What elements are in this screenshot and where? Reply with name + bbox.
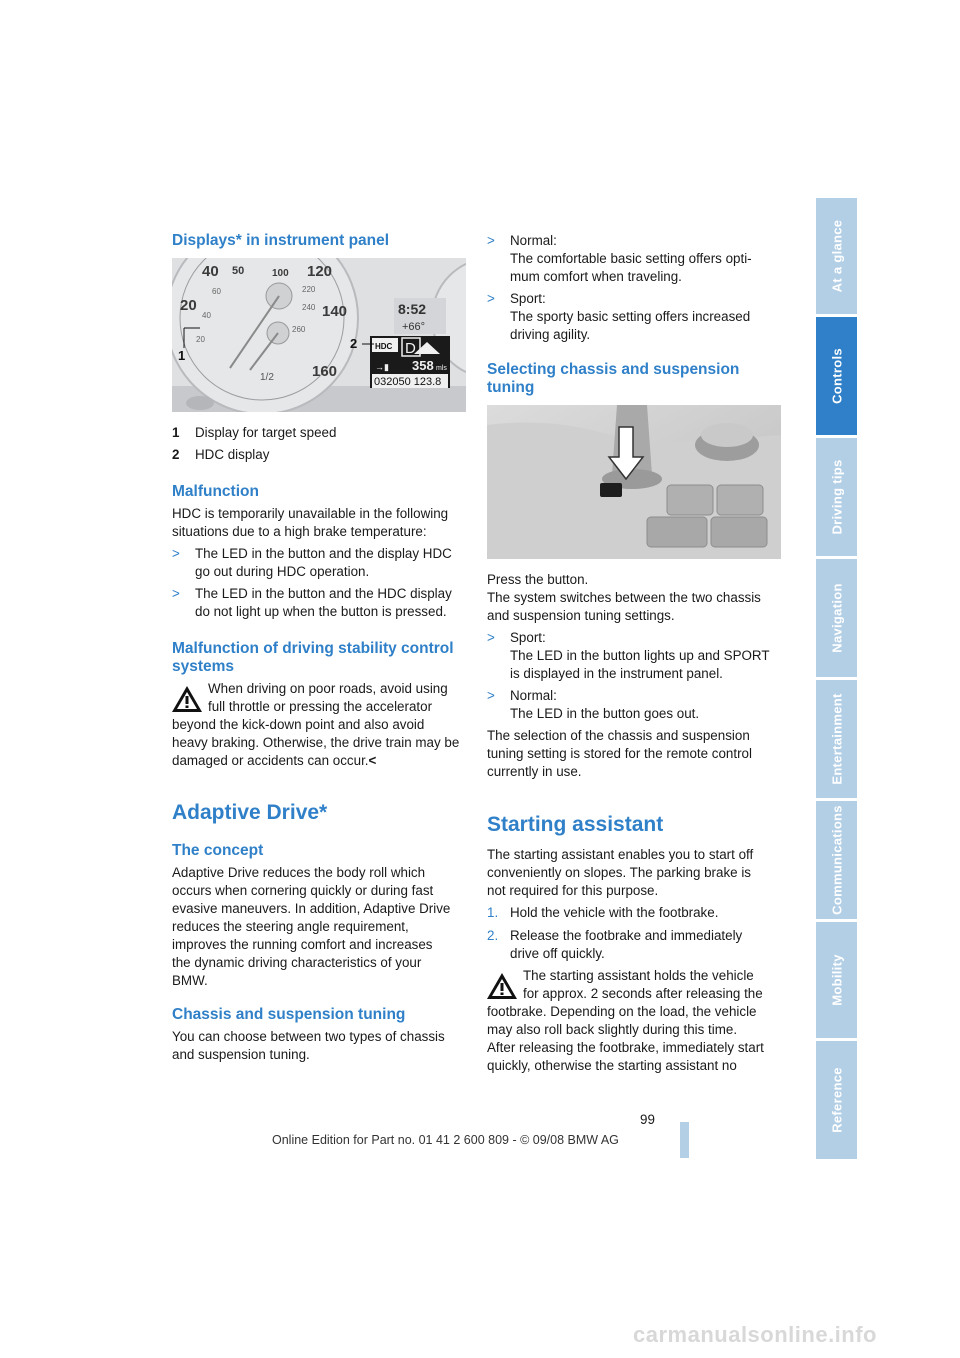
sidebar-tab-driving-tips[interactable]	[816, 438, 857, 556]
bullet-line: do not light up when the button is pressed.	[195, 604, 447, 619]
odometer-readout: 032050 123.8	[374, 376, 442, 388]
concept-text: improves the running comfort and increases	[172, 937, 433, 952]
warning-text: quickly, otherwise the starting assistant no	[487, 1058, 737, 1073]
legend-num: 1	[172, 425, 180, 440]
selection-text: The selection of the chassis and suspension	[487, 728, 750, 743]
bullet-marker: >	[487, 630, 495, 645]
range-readout: 358	[412, 358, 434, 373]
edition-footer: Online Edition for Part no. 01 41 2 600 809 - © 09/08 BMW AG	[272, 1133, 619, 1147]
bullet-line: The comfortable basic setting offers opti-	[510, 251, 752, 266]
bullet-line: The LED in the button and the display HDC	[195, 546, 452, 561]
svg-text:1/2: 1/2	[260, 372, 274, 383]
callout-2: 2	[350, 336, 358, 351]
step-text: drive off quickly.	[510, 946, 605, 961]
svg-text:160: 160	[312, 363, 338, 380]
svg-text:→▮: →▮	[375, 362, 389, 372]
warning-text: When driving on poor roads, avoid using	[208, 681, 448, 696]
bullet-line: The LED in the button lights up and SPORT	[510, 648, 770, 663]
bullet-label: Sport:	[510, 630, 546, 645]
section-heading-stability: systems	[172, 658, 235, 675]
bullet-line: driving agility.	[510, 327, 591, 342]
range-unit: mls	[436, 365, 447, 372]
instrument-panel-figure	[172, 258, 466, 412]
svg-text:260: 260	[292, 325, 306, 334]
step-number: 2.	[487, 928, 499, 943]
starting-text: not required for this purpose.	[487, 883, 659, 898]
sidebar-tab-label: Entertainment	[829, 693, 844, 785]
bullet-label: Sport:	[510, 291, 546, 306]
bullet-line: go out during HDC operation.	[195, 564, 370, 579]
page-number: 99	[640, 1112, 655, 1127]
sidebar-tab-entertainment[interactable]	[816, 680, 857, 798]
warning-text: After releasing the footbrake, immediately start	[487, 1040, 764, 1055]
concept-text: evasive maneuvers. In addition, Adaptive Drive	[172, 901, 451, 916]
callout-1: 1	[178, 348, 186, 363]
warning-text: The starting assistant holds the vehicle	[523, 968, 754, 983]
bullet-line: The sporty basic setting offers increased	[510, 309, 751, 324]
concept-text: the dynamic driving characteristics of your	[172, 955, 422, 970]
svg-text:40: 40	[202, 311, 211, 320]
step-number: 1.	[487, 905, 499, 920]
legend-text: HDC display	[195, 447, 270, 462]
svg-text:20: 20	[180, 297, 197, 314]
svg-text:140: 140	[322, 303, 348, 320]
svg-text:100: 100	[272, 268, 289, 279]
chassis-text: You can choose between two types of chassis	[172, 1029, 445, 1044]
press-text: and suspension tuning settings.	[487, 608, 675, 623]
sidebar-tab-label: Mobility	[829, 954, 844, 1006]
sidebar-tab-communications[interactable]	[816, 801, 857, 919]
watermark: carmanualsonline.info	[633, 1322, 877, 1347]
warning-text: for approx. 2 seconds after releasing the	[523, 986, 763, 1001]
svg-text:60: 60	[212, 287, 221, 296]
section-heading-chassis: Chassis and suspension tuning	[172, 1006, 406, 1023]
press-text: The system switches between the two chassis	[487, 590, 761, 605]
bullet-marker: >	[487, 291, 495, 306]
starting-text: The starting assistant enables you to start off	[487, 847, 754, 862]
concept-text: occurs when cornering quickly or during fast	[172, 883, 434, 898]
svg-text:240: 240	[302, 303, 316, 312]
page-marker	[680, 1122, 689, 1158]
legend-item	[172, 446, 179, 464]
svg-text:20: 20	[196, 335, 205, 344]
sidebar-tab-label: At a glance	[829, 219, 844, 293]
section-title-adaptive-drive: Adaptive Drive*	[172, 801, 328, 824]
section-heading-displays: Displays* in instrument panel	[172, 232, 390, 249]
bullet-line: The LED in the button goes out.	[510, 706, 700, 721]
sidebar-tab-mobility[interactable]	[816, 922, 857, 1038]
bullet-marker: >	[487, 688, 495, 703]
sidebar-tab-reference[interactable]	[816, 1041, 857, 1159]
step-text: Hold the vehicle with the footbrake.	[510, 905, 719, 920]
warning-text: beyond the kick-down point and also avoid	[172, 717, 425, 732]
svg-text:220: 220	[302, 285, 316, 294]
bullet-line: mum comfort when traveling.	[510, 269, 682, 284]
concept-text: reduces the steering angle requirement,	[172, 919, 409, 934]
clock-readout: 8:52	[398, 301, 427, 317]
sidebar-tab-label: Driving tips	[829, 459, 844, 535]
section-title-starting-assistant: Starting assistant	[487, 813, 664, 836]
sidebar-tab-label: Controls	[829, 348, 844, 404]
chassis-text: and suspension tuning.	[172, 1047, 310, 1062]
concept-text: BMW.	[172, 973, 208, 988]
bullet-label: Normal:	[510, 233, 557, 248]
starting-text: conveniently on slopes. The parking brake is	[487, 865, 752, 880]
warning-icon	[170, 684, 204, 714]
bullet-label: Normal:	[510, 688, 557, 703]
warning-text: heavy braking. Otherwise, the drive train may be	[172, 735, 460, 750]
legend-item	[172, 424, 179, 442]
svg-text:120: 120	[307, 263, 333, 280]
warning-text-last: damaged or accidents can occur.	[172, 753, 369, 768]
hdc-label: HDC	[375, 342, 393, 351]
sidebar-tab-label: Reference	[829, 1067, 844, 1133]
selection-text: currently in use.	[487, 764, 582, 779]
sidebar-tab-controls[interactable]	[816, 317, 857, 435]
concept-text: Adaptive Drive reduces the body roll which	[172, 865, 426, 880]
section-heading-stability: Malfunction of driving stability control	[172, 640, 454, 657]
warning-icon	[485, 971, 519, 1001]
sidebar-tab-navigation[interactable]	[816, 559, 857, 677]
bullet-marker: >	[172, 586, 180, 601]
malfunction-text: HDC is temporarily unavailable in the following	[172, 506, 449, 521]
section-heading-selecting: Selecting chassis and suspension	[487, 361, 740, 378]
section-heading-malfunction: Malfunction	[172, 483, 259, 500]
section-heading-concept: The concept	[172, 842, 264, 859]
console-button-figure	[487, 405, 781, 559]
section-heading-selecting: tuning	[487, 379, 535, 396]
warning-text	[172, 752, 376, 770]
svg-text:40: 40	[202, 263, 219, 280]
bullet-line: The LED in the button and the HDC display	[195, 586, 452, 601]
warning-text: may also roll back slightly during this time.	[487, 1022, 738, 1037]
sidebar-tab-label: Navigation	[829, 583, 844, 653]
legend-text: Display for target speed	[195, 425, 337, 440]
warning-text: full throttle or pressing the accelerator	[208, 699, 433, 714]
gear-indicator: D	[405, 340, 416, 357]
sidebar-tab-label: Communications	[829, 805, 844, 915]
malfunction-text: situations due to a high brake temperature:	[172, 524, 427, 539]
svg-text:50: 50	[232, 265, 245, 277]
selection-text: tuning setting is stored for the remote control	[487, 746, 752, 761]
bullet-marker: >	[172, 546, 180, 561]
legend-num: 2	[172, 447, 180, 462]
step-text: Release the footbrake and immediately	[510, 928, 743, 943]
end-mark: <	[368, 753, 377, 768]
temp-readout: +66°	[402, 321, 426, 333]
bullet-line: is displayed in the instrument panel.	[510, 666, 723, 681]
sidebar-tab-at-a-glance[interactable]	[816, 198, 857, 314]
bullet-marker: >	[487, 233, 495, 248]
press-text: Press the button.	[487, 572, 589, 587]
warning-text: footbrake. Depending on the load, the vehicle	[487, 1004, 757, 1019]
